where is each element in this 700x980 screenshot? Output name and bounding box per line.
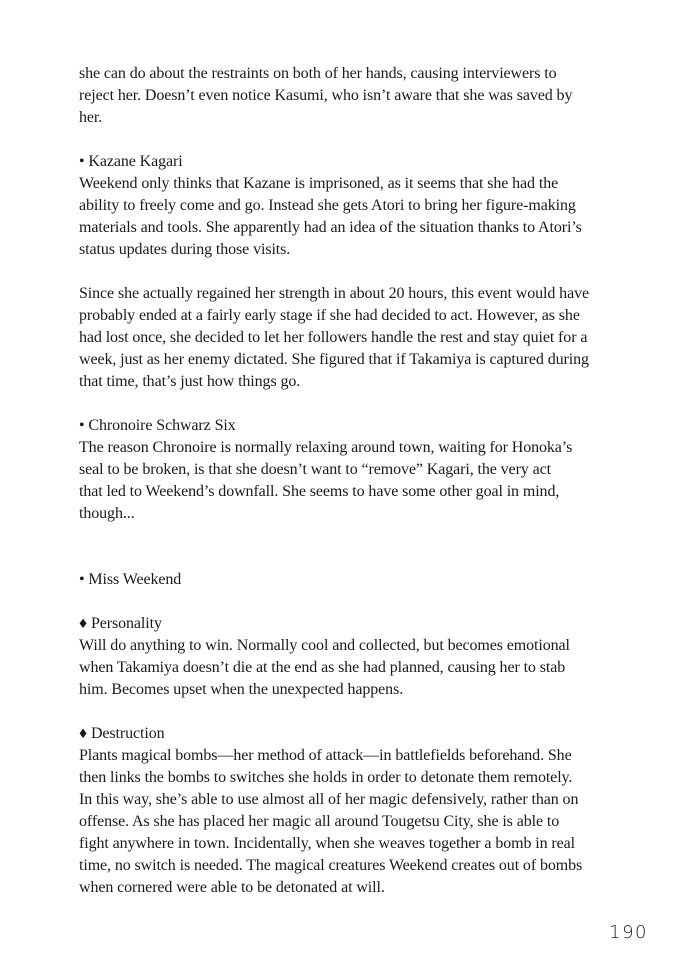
text-line: seal to be broken, is that she doesn’t want to “remove” Kagari, the very act	[79, 461, 551, 478]
text-line: probably ended at a fairly early stage if she had decided to act. However, as she	[79, 307, 580, 324]
text-line: status updates during those visits.	[79, 241, 291, 258]
text-line: when cornered were able to be detonated at will.	[79, 879, 385, 896]
subsection-heading-destruction: ♦ Destruction	[79, 725, 165, 742]
text-line: Since she actually regained her strength in about 20 hours, this event would have	[79, 285, 589, 302]
text-line: had lost once, she decided to let her followers handle the rest and stay quiet for a	[79, 329, 588, 346]
text-line: that time, that’s just how things go.	[79, 373, 301, 390]
kazane-paragraph-2	[79, 283, 659, 393]
chronoire-section	[79, 415, 659, 525]
text-line: that led to Weekend’s downfall. She seems to have some other goal in mind,	[79, 483, 560, 500]
text-line: her.	[79, 109, 103, 126]
text-line: she can do about the restraints on both of her hands, causing interviewers to	[79, 65, 557, 82]
text-line: ability to freely come and go. Instead she gets Atori to bring her figure-making	[79, 197, 576, 214]
text-line: time, no switch is needed. The magical creatures Weekend creates out of bombs	[79, 857, 583, 874]
text-line: when Takamiya doesn’t die at the end as she had planned, causing her to stab	[79, 659, 566, 676]
intro-paragraph	[79, 63, 659, 129]
text-line: In this way, she’s able to use almost all of her magic defensively, rather than on	[79, 791, 579, 808]
text-line: week, just as her enemy dictated. She figured that if Takamiya is captured during	[79, 351, 589, 368]
text-line: Will do anything to win. Normally cool and collected, but becomes emotional	[79, 637, 570, 654]
subsection-heading-personality: ♦ Personality	[79, 615, 162, 632]
weekend-section	[79, 569, 659, 591]
text-line: him. Becomes upset when the unexpected happens.	[79, 681, 404, 698]
section-heading-kazane: • Kazane Kagari	[79, 153, 183, 170]
text-line: Weekend only thinks that Kazane is imprisoned, as it seems that she had the	[79, 175, 559, 192]
personality-subsection	[79, 613, 659, 701]
text-line: fight anywhere in town. Incidentally, when she weaves together a bomb in real	[79, 835, 575, 852]
kazane-section	[79, 151, 659, 261]
text-line: The reason Chronoire is normally relaxing around town, waiting for Honoka’s	[79, 439, 573, 456]
text-line: though...	[79, 505, 135, 522]
text-line: Plants magical bombs—her method of attack—in battlefields beforehand. She	[79, 747, 572, 764]
page-body	[79, 63, 659, 899]
text-line: materials and tools. She apparently had an idea of the situation thanks to Atori’s	[79, 219, 582, 236]
page-number: 190	[609, 922, 648, 943]
destruction-subsection	[79, 723, 659, 899]
text-line: offense. As she has placed her magic all around Tougetsu City, she is able to	[79, 813, 560, 830]
section-heading-weekend: • Miss Weekend	[79, 571, 182, 588]
text-line: then links the bombs to switches she holds in order to detonate them remotely.	[79, 769, 573, 786]
text-line: reject her. Doesn’t even notice Kasumi, who isn’t aware that she was saved by	[79, 87, 573, 104]
section-heading-chronoire: • Chronoire Schwarz Six	[79, 417, 236, 434]
